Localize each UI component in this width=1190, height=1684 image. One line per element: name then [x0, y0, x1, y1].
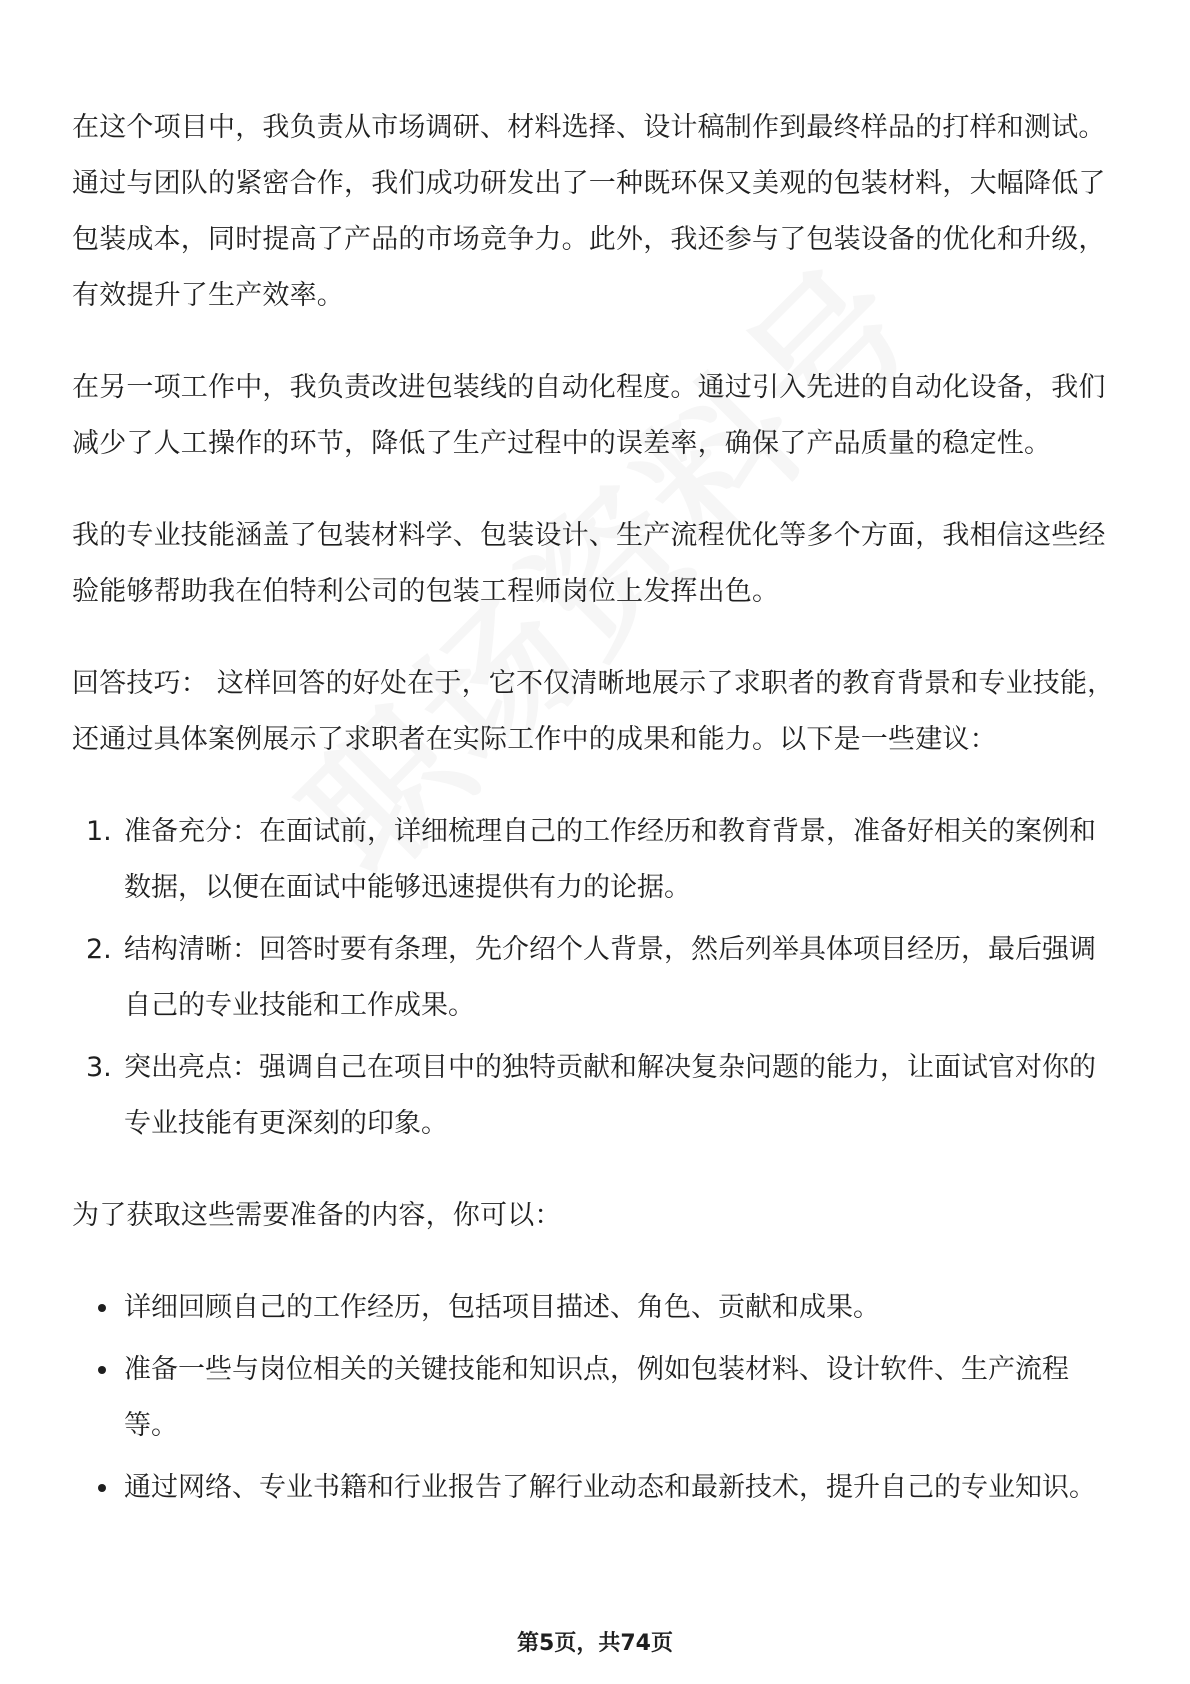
list-number: 1. — [86, 816, 112, 847]
list-item-text: 准备一些与岗位相关的关键技能和知识点，例如包装材料、设计软件、生产流程等。 — [124, 1354, 1069, 1441]
paragraph-prep-intro: 为了获取这些需要准备的内容，你可以： — [72, 1200, 562, 1231]
list-item — [72, 804, 1120, 916]
list-number: 2. — [86, 934, 112, 965]
paragraph-automation: 在另一项工作中，我负责改进包装线的自动化程度。通过引入先进的自动化设备，我们减少了人工操作的环节，降低了生产过程中的误差率，确保了产品质量的稳定性。 — [72, 372, 1106, 459]
list-item — [72, 1280, 1120, 1336]
list-item — [72, 1040, 1120, 1152]
list-item — [72, 1342, 1120, 1454]
list-item-text: 突出亮点：强调自己在项目中的独特贡献和解决复杂问题的能力，让面试官对你的专业技能有更深刻的印象。 — [124, 1052, 1096, 1139]
paragraph-skills: 我的专业技能涵盖了包装材料学、包装设计、生产流程优化等多个方面，我相信这些经验能够帮助我在伯特利公司的包装工程师岗位上发挥出色。 — [72, 520, 1106, 607]
prep-bullet-list — [72, 1280, 1120, 1516]
document-body — [72, 100, 1120, 1552]
list-item-text: 结构清晰：回答时要有条理，先介绍个人背景，然后列举具体项目经历，最后强调自己的专业技能和工作成果。 — [124, 934, 1096, 1021]
list-item-text: 详细回顾自己的工作经历，包括项目描述、角色、贡献和成果。 — [124, 1292, 880, 1323]
bullet-icon — [98, 1366, 106, 1374]
paragraph-answer-tips: 回答技巧： 这样回答的好处在于，它不仅清晰地展示了求职者的教育背景和专业技能，还通过具体案例展示了求职者在实际工作中的成果和能力。以下是一些建议： — [72, 668, 1115, 755]
page-number-footer: 第5页，共74页 — [517, 1631, 673, 1656]
list-item — [72, 1460, 1120, 1516]
bullet-icon — [98, 1304, 106, 1312]
tips-list — [72, 804, 1120, 1152]
paragraph-project: 在这个项目中，我负责从市场调研、材料选择、设计稿制作到最终样品的打样和测试。通过与团队的紧密合作，我们成功研发出了一种既环保又美观的包装材料，大幅降低了包装成本，同时提高了产品的市场竞争力。此外，我还参与了包装设备的优化和升级，有效提升了生产效率。 — [72, 112, 1106, 311]
bullet-icon — [98, 1484, 106, 1492]
list-item-text: 准备充分：在面试前，详细梳理自己的工作经历和教育背景，准备好相关的案例和数据，以便在面试中能够迅速提供有力的论据。 — [124, 816, 1096, 903]
list-item-text: 通过网络、专业书籍和行业报告了解行业动态和最新技术，提升自己的专业知识。 — [124, 1472, 1096, 1503]
list-number: 3. — [86, 1052, 112, 1083]
list-item — [72, 922, 1120, 1034]
